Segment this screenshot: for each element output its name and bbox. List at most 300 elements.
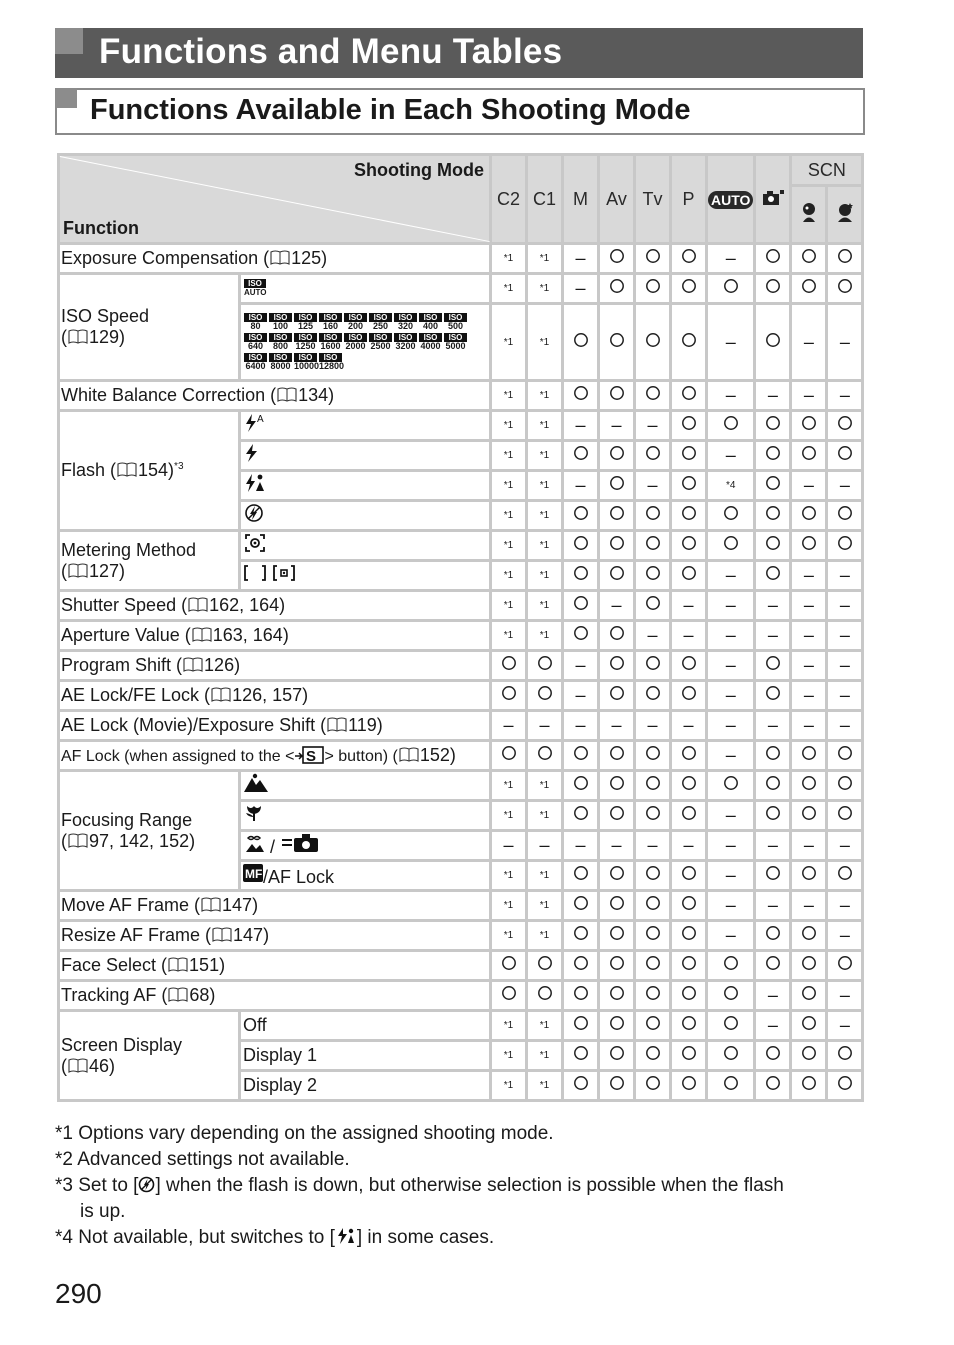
table-row — [60, 592, 861, 619]
slow-sync-icon — [335, 1227, 357, 1248]
value-cell — [564, 922, 597, 949]
value-cell: – — [600, 592, 633, 619]
book-icon — [116, 462, 138, 478]
value-cell — [564, 532, 597, 559]
table-corner — [60, 156, 489, 242]
available-mark — [765, 332, 781, 348]
value-cell — [600, 652, 633, 679]
camera-icon — [756, 156, 789, 242]
function-label — [60, 892, 489, 919]
value-cell — [828, 245, 861, 272]
available-mark — [573, 925, 589, 941]
value-cell — [636, 892, 669, 919]
evaluative-icon — [243, 533, 267, 558]
available-mark — [765, 1075, 781, 1091]
iso-value-icon: ISO 1250 — [295, 333, 316, 351]
value-cell — [636, 442, 669, 469]
table-row — [60, 712, 861, 739]
value-cell — [828, 502, 861, 529]
available-mark — [645, 805, 661, 821]
value-cell — [792, 1042, 825, 1069]
iso-value-icon: ISO 80 — [244, 313, 267, 331]
macro-icon — [243, 803, 265, 828]
function-label — [60, 952, 489, 979]
section-title-box — [55, 88, 865, 135]
value-cell — [492, 682, 525, 709]
value-cell — [756, 922, 789, 949]
value-cell: – — [756, 832, 789, 859]
available-mark — [765, 475, 781, 491]
book-icon — [210, 687, 232, 703]
value-cell — [636, 502, 669, 529]
available-mark — [645, 1075, 661, 1091]
book-icon — [167, 957, 189, 973]
value-cell — [792, 982, 825, 1009]
value-cell — [600, 532, 633, 559]
value-cell: – — [828, 592, 861, 619]
function-group-label — [60, 412, 238, 529]
book-icon — [67, 833, 89, 849]
available-mark — [681, 865, 697, 881]
normal-icon — [243, 773, 269, 798]
value-cell: – — [792, 622, 825, 649]
value-cell — [672, 245, 705, 272]
value-cell: – — [792, 305, 825, 379]
chapter-title-bar — [55, 28, 863, 78]
value-cell — [708, 952, 753, 979]
available-mark — [609, 865, 625, 881]
available-mark — [723, 535, 739, 551]
available-mark — [837, 505, 853, 521]
available-mark — [801, 985, 817, 1001]
book-icon — [182, 657, 204, 673]
value-cell: *1 — [492, 275, 525, 302]
available-mark — [681, 415, 697, 431]
table-row — [60, 382, 861, 409]
available-mark — [681, 565, 697, 581]
value-cell — [636, 922, 669, 949]
value-cell — [672, 382, 705, 409]
value-cell: – — [708, 922, 753, 949]
value-cell: *1 — [492, 442, 525, 469]
value-cell — [756, 532, 789, 559]
value-cell — [756, 802, 789, 829]
book-icon — [67, 329, 89, 345]
value-cell: – — [756, 982, 789, 1009]
sub-option — [241, 442, 489, 469]
value-cell: – — [564, 652, 597, 679]
available-mark — [801, 248, 817, 264]
flash-off-icon — [138, 1175, 155, 1196]
footnote-3: *3 Set to [ ] when the flash is down, but otherwise selection is possible when the flash — [55, 1175, 784, 1196]
value-cell — [672, 412, 705, 439]
value-cell — [564, 1042, 597, 1069]
table-row — [60, 652, 861, 679]
available-mark — [609, 895, 625, 911]
table-row — [60, 412, 861, 439]
value-cell: *1 — [492, 1072, 525, 1099]
value-cell: – — [756, 1012, 789, 1039]
available-mark — [609, 1045, 625, 1061]
value-cell — [564, 622, 597, 649]
value-cell — [636, 652, 669, 679]
footnote-4: *4 Not available, but switches to [ ] in some cases. — [55, 1227, 495, 1248]
page-number: 290 — [55, 1278, 102, 1309]
value-cell: – — [792, 832, 825, 859]
available-mark — [645, 505, 661, 521]
value-cell: *1 — [528, 1012, 561, 1039]
value-cell — [672, 472, 705, 499]
value-cell: – — [792, 712, 825, 739]
available-mark — [573, 535, 589, 551]
value-cell: – — [828, 922, 861, 949]
iso-value-icon: ISO 160 — [319, 313, 342, 331]
value-cell: – — [756, 592, 789, 619]
available-mark — [681, 1045, 697, 1061]
available-mark — [573, 955, 589, 971]
value-cell: – — [828, 832, 861, 859]
book-icon — [326, 717, 348, 733]
page-ref: 119) — [348, 715, 383, 735]
value-cell: – — [708, 622, 753, 649]
function-group-label: Metering Method ( 127) — [60, 532, 238, 589]
function-label — [60, 922, 489, 949]
iso-value-icon: ISO 12800 — [319, 353, 345, 371]
page-ref: 163, 164) — [212, 625, 289, 645]
value-cell — [600, 682, 633, 709]
available-mark — [681, 385, 697, 401]
sub-option — [241, 275, 489, 302]
available-mark — [837, 1045, 853, 1061]
page-ref: 125) — [291, 248, 328, 268]
book-icon — [200, 897, 222, 913]
available-mark — [645, 925, 661, 941]
value-cell: – — [564, 472, 597, 499]
function-label — [60, 622, 489, 649]
value-cell: *1 — [528, 1042, 561, 1069]
mode-p-header: P — [672, 156, 705, 242]
value-cell — [528, 952, 561, 979]
table-row — [60, 772, 861, 799]
available-mark — [801, 505, 817, 521]
available-mark — [681, 805, 697, 821]
value-cell — [600, 1072, 633, 1099]
sub-option — [241, 412, 489, 439]
available-mark — [645, 332, 661, 348]
book-icon — [269, 250, 291, 266]
value-cell: – — [600, 412, 633, 439]
available-mark — [801, 865, 817, 881]
value-cell — [600, 802, 633, 829]
available-mark — [573, 1015, 589, 1031]
function-name: Face Select ( — [61, 955, 168, 975]
value-cell — [636, 592, 669, 619]
page-ref: 97, 142, 152) — [89, 830, 196, 851]
value-cell: *1 — [492, 772, 525, 799]
available-mark — [801, 1075, 817, 1091]
value-cell: – — [828, 562, 861, 589]
shooting-mode-label: Shooting Mode — [354, 160, 484, 180]
available-mark — [573, 445, 589, 461]
available-mark — [765, 655, 781, 671]
value-cell — [792, 952, 825, 979]
value-cell — [756, 952, 789, 979]
available-mark — [801, 1045, 817, 1061]
book-icon — [191, 627, 213, 643]
function-label — [60, 682, 489, 709]
available-mark — [573, 1075, 589, 1091]
value-cell — [828, 412, 861, 439]
available-mark — [801, 415, 817, 431]
book-icon — [211, 927, 233, 943]
available-mark — [609, 685, 625, 701]
value-cell — [528, 682, 561, 709]
value-cell — [636, 275, 669, 302]
value-cell — [672, 1042, 705, 1069]
available-mark — [765, 925, 781, 941]
available-mark — [723, 278, 739, 294]
mode-scn-header: SCN — [792, 156, 861, 184]
value-cell: *1 — [492, 592, 525, 619]
flash-on-icon — [243, 443, 261, 468]
function-name: Resize AF Frame ( — [61, 925, 212, 945]
iso-value-icon: ISO 1600 — [320, 333, 341, 351]
page-ref: 68) — [189, 985, 216, 1005]
iso-value-icon: ISO 2000 — [345, 333, 366, 351]
mode-m-header: M — [564, 156, 597, 242]
available-mark — [609, 655, 625, 671]
value-cell — [564, 742, 597, 769]
available-mark — [723, 775, 739, 791]
value-cell — [636, 982, 669, 1009]
available-mark — [723, 1075, 739, 1091]
available-mark — [837, 805, 853, 821]
available-mark — [681, 775, 697, 791]
value-cell — [492, 982, 525, 1009]
value-cell: – — [564, 412, 597, 439]
value-cell: *1 — [528, 772, 561, 799]
iso-value-icon: ISO 10000 — [294, 353, 320, 371]
svg-text:S: S — [306, 748, 317, 764]
value-cell: – — [828, 712, 861, 739]
value-cell — [708, 275, 753, 302]
value-cell: *1 — [528, 592, 561, 619]
value-cell: – — [708, 305, 753, 379]
value-cell — [828, 952, 861, 979]
value-cell: *1 — [492, 472, 525, 499]
value-cell — [564, 442, 597, 469]
page-ref: 46) — [89, 1055, 116, 1076]
available-mark — [645, 278, 661, 294]
value-cell: – — [792, 382, 825, 409]
mode-c1-header: C1 — [528, 156, 561, 242]
value-cell: *1 — [492, 382, 525, 409]
value-cell — [672, 922, 705, 949]
value-cell — [828, 1072, 861, 1099]
value-cell: *1 — [528, 562, 561, 589]
page-ref: 126) — [204, 655, 241, 675]
function-name: Tracking AF ( — [61, 985, 168, 1005]
value-cell: *1 — [492, 562, 525, 589]
value-cell: – — [564, 712, 597, 739]
value-cell — [756, 502, 789, 529]
value-cell: – — [828, 652, 861, 679]
value-cell — [708, 1042, 753, 1069]
available-mark — [645, 535, 661, 551]
value-cell: – — [636, 622, 669, 649]
table-row — [60, 1012, 861, 1039]
value-cell: *1 — [528, 622, 561, 649]
value-cell — [756, 682, 789, 709]
available-mark — [681, 475, 697, 491]
book-icon — [167, 987, 189, 1003]
available-mark — [573, 565, 589, 581]
iso-value-icon: ISO 640 — [244, 333, 267, 351]
iso-value-icon: ISO 6400 — [245, 353, 266, 371]
available-mark — [573, 775, 589, 791]
available-mark — [723, 955, 739, 971]
available-mark — [609, 745, 625, 761]
available-mark — [609, 1075, 625, 1091]
available-mark — [609, 805, 625, 821]
available-mark — [681, 535, 697, 551]
available-mark — [801, 535, 817, 551]
value-cell: – — [564, 682, 597, 709]
available-mark — [681, 332, 697, 348]
value-cell: – — [636, 712, 669, 739]
value-cell: – — [636, 472, 669, 499]
value-cell — [828, 275, 861, 302]
value-cell — [708, 1012, 753, 1039]
value-cell — [636, 952, 669, 979]
value-cell: *1 — [492, 862, 525, 889]
value-cell — [600, 245, 633, 272]
value-cell: – — [636, 412, 669, 439]
value-cell: *1 — [492, 1012, 525, 1039]
value-cell: *1 — [492, 245, 525, 272]
function-label — [60, 245, 489, 272]
value-cell — [672, 532, 705, 559]
value-cell: – — [672, 622, 705, 649]
available-mark — [609, 1015, 625, 1031]
value-cell: – — [708, 592, 753, 619]
value-cell — [564, 305, 597, 379]
available-mark — [537, 985, 553, 1001]
function-name: White Balance Correction ( — [61, 385, 277, 405]
value-cell — [756, 472, 789, 499]
page-ref: 151) — [189, 955, 226, 975]
available-mark — [645, 1045, 661, 1061]
value-cell: – — [708, 652, 753, 679]
available-mark — [837, 1075, 853, 1091]
available-mark — [837, 745, 853, 761]
value-cell: *1 — [492, 622, 525, 649]
value-cell: *1 — [492, 305, 525, 379]
table-row — [60, 532, 861, 559]
book-icon — [67, 563, 89, 579]
value-cell — [600, 742, 633, 769]
available-mark — [837, 865, 853, 881]
value-cell: – — [564, 275, 597, 302]
value-cell: – — [828, 382, 861, 409]
scn-portrait-icon — [792, 187, 825, 242]
available-mark — [537, 655, 553, 671]
available-mark — [723, 1015, 739, 1031]
value-cell: – — [600, 832, 633, 859]
available-mark — [837, 248, 853, 264]
value-cell — [828, 442, 861, 469]
mode-tv-header: Tv — [636, 156, 669, 242]
available-mark — [765, 685, 781, 701]
table-header-row — [60, 156, 861, 184]
value-cell — [792, 922, 825, 949]
function-name: Metering Method — [61, 539, 197, 560]
value-cell: *1 — [492, 892, 525, 919]
value-cell: – — [708, 862, 753, 889]
page-ref: 126, 157) — [232, 685, 309, 705]
value-cell — [564, 1072, 597, 1099]
value-cell — [672, 275, 705, 302]
available-mark — [645, 248, 661, 264]
available-mark — [801, 1015, 817, 1031]
available-mark — [609, 505, 625, 521]
value-cell: – — [636, 832, 669, 859]
value-cell — [708, 982, 753, 1009]
available-mark — [573, 332, 589, 348]
value-cell — [528, 982, 561, 1009]
mode-c2-header: C2 — [492, 156, 525, 242]
value-cell — [792, 442, 825, 469]
sub-option — [241, 472, 489, 499]
iso-value-icon: ISO 100 — [269, 313, 292, 331]
value-cell: *1 — [528, 922, 561, 949]
available-mark — [645, 775, 661, 791]
function-name: Flash ( — [61, 460, 117, 480]
value-cell — [564, 892, 597, 919]
available-mark — [837, 445, 853, 461]
available-mark — [801, 445, 817, 461]
value-cell — [600, 622, 633, 649]
chapter-title: Functions and Menu Tables — [99, 32, 563, 71]
available-mark — [609, 248, 625, 264]
sub-option — [241, 502, 489, 529]
value-cell — [792, 245, 825, 272]
iso-value-icon: ISO 320 — [394, 313, 417, 331]
value-cell — [528, 652, 561, 679]
value-cell — [708, 412, 753, 439]
available-mark — [765, 505, 781, 521]
value-cell: – — [672, 712, 705, 739]
flash-auto-icon — [243, 413, 267, 438]
sub-option: MF /AF Lock — [241, 862, 489, 889]
table-row — [60, 275, 861, 302]
value-cell: *1 — [492, 502, 525, 529]
function-group-label: Focusing Range ( 97, 142, 152) — [60, 772, 238, 889]
value-cell — [492, 952, 525, 979]
available-mark — [609, 925, 625, 941]
value-cell: – — [828, 892, 861, 919]
value-cell — [600, 862, 633, 889]
available-mark — [501, 985, 517, 1001]
section-title: Functions Available in Each Shooting Mode — [90, 94, 691, 126]
value-cell — [636, 862, 669, 889]
value-cell — [828, 1042, 861, 1069]
page-ref: 147) — [222, 895, 259, 915]
available-mark — [765, 565, 781, 581]
page-ref: 134) — [298, 385, 335, 405]
value-cell: *1 — [528, 382, 561, 409]
value-cell — [792, 772, 825, 799]
